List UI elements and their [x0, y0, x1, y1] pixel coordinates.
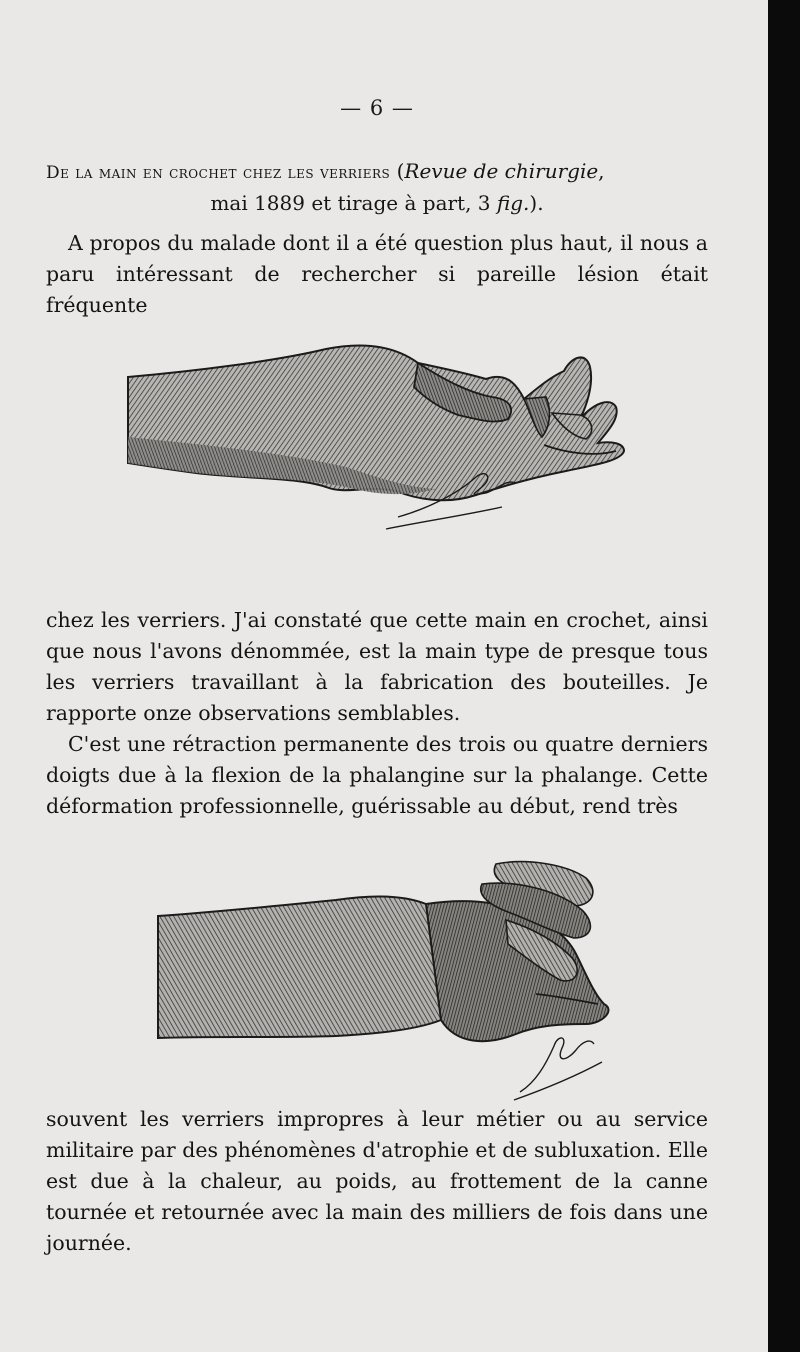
page-content	[46, 96, 708, 1259]
reference-journal: Revue de chirurgie	[404, 159, 599, 183]
paragraph-2-start: C'est une rétraction permanente des trois ou quatre derniers doigts due à la flexion de la phalangine sur la phalange. Cette déformation professionnelle, guérissable au début, rend très	[46, 732, 708, 818]
reference-open-paren: (	[390, 159, 405, 183]
bibliographic-reference	[46, 156, 708, 218]
reference-fig: fig.	[496, 191, 530, 215]
paragraph-1-start: A propos du malade dont il a été question plus haut, il nous a paru intéressant de rechercher si pareille lésion était fréquente	[46, 231, 708, 317]
paragraph-1-end: chez les verriers. J'ai constaté que cette main en crochet, ainsi que nous l'avons dénommée, est la main type de presque tous les verriers travaillant à la fabrication des bouteilles. Je rapporte onze observations semblables.	[46, 608, 708, 725]
reference-details	[46, 188, 708, 218]
figure-hand-open	[46, 327, 708, 605]
paragraph-2-end: souvent les verriers impropres à leur métier ou au service militaire par des phénomènes d'atrophie et de subluxation. Elle est due à la chaleur, au poids, au frottement de la canne tournée et retournée avec la main des milliers de fois dans une journée.	[46, 1107, 708, 1255]
reference-end: ).	[529, 191, 544, 215]
figure-hand-clenched	[46, 824, 708, 1104]
hand-engraving-1	[46, 327, 708, 605]
reference-comma: ,	[598, 159, 605, 183]
reference-title: De la main en crochet chez les verriers	[46, 163, 391, 183]
hand-engraving-2	[46, 824, 708, 1104]
book-edge-shadow	[768, 0, 800, 1352]
page-number: — 6 —	[340, 96, 414, 120]
reference-date: mai 1889 et tirage à part, 3	[210, 191, 497, 215]
